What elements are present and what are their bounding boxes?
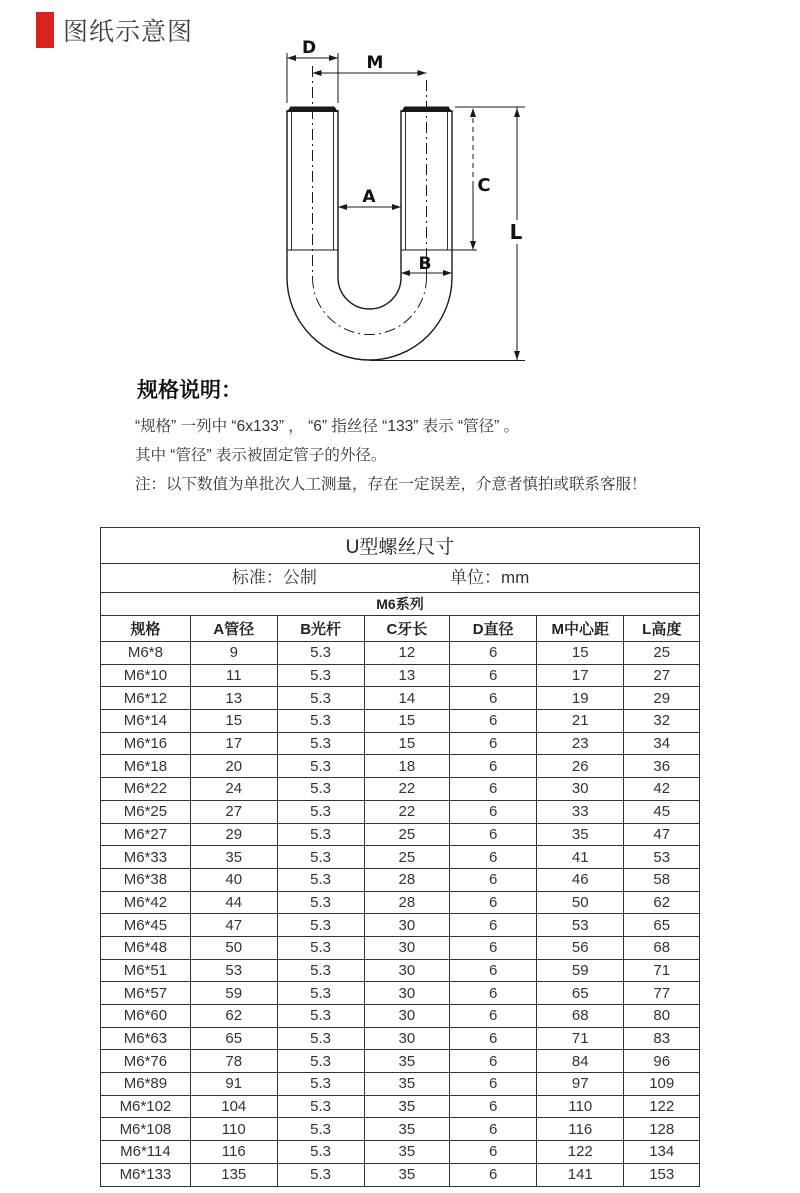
- table-cell: 34: [624, 732, 700, 755]
- table-cell: 35: [364, 1050, 450, 1073]
- table-cell: 77: [624, 982, 700, 1005]
- table-cell: 5.3: [277, 846, 364, 869]
- table-cell: 6: [450, 710, 537, 733]
- table-cell: 153: [624, 1163, 700, 1186]
- table-cell: 33: [537, 800, 624, 823]
- table-cell: 56: [537, 936, 624, 959]
- table-cell: 5.3: [277, 642, 364, 665]
- table-cell: 5.3: [277, 1163, 364, 1186]
- column-header: D直径: [450, 616, 537, 642]
- table-cell: M6*45: [101, 914, 191, 937]
- table-cell: 6: [450, 914, 537, 937]
- table-row: [101, 1095, 700, 1118]
- table-cell: 5.3: [277, 1027, 364, 1050]
- table-cell: 20: [190, 755, 277, 778]
- column-header: 规格: [101, 616, 191, 642]
- table-cell: 26: [537, 755, 624, 778]
- table-cell: M6*22: [101, 778, 191, 801]
- table-row: [101, 891, 700, 914]
- table-cell: 35: [537, 823, 624, 846]
- table-cell: 15: [364, 732, 450, 755]
- table-cell: 47: [624, 823, 700, 846]
- table-cell: 46: [537, 868, 624, 891]
- table-cell: 15: [190, 710, 277, 733]
- spec-table: [100, 527, 700, 1187]
- table-row: [101, 800, 700, 823]
- table-cell: 5.3: [277, 778, 364, 801]
- table-cell: 122: [537, 1141, 624, 1164]
- table-cell: M6*133: [101, 1163, 191, 1186]
- table-cell: 6: [450, 642, 537, 665]
- table-cell: 6: [450, 868, 537, 891]
- table-cell: 62: [624, 891, 700, 914]
- table-row: [101, 982, 700, 1005]
- table-cell: M6*25: [101, 800, 191, 823]
- table-cell: 50: [537, 891, 624, 914]
- table-cell: 91: [190, 1073, 277, 1096]
- table-cell: M6*48: [101, 936, 191, 959]
- table-cell: 110: [537, 1095, 624, 1118]
- table-cell: 71: [537, 1027, 624, 1050]
- table-cell: 116: [537, 1118, 624, 1141]
- table-cell: 96: [624, 1050, 700, 1073]
- table-row: [101, 1141, 700, 1164]
- table-cell: 22: [364, 778, 450, 801]
- table-row: [101, 687, 700, 710]
- table-cell: 5.3: [277, 710, 364, 733]
- spec-note-line: 注：以下数值为单批次人工测量，存在一定误差，介意者慎拍或联系客服！: [135, 476, 647, 493]
- table-row: [101, 1005, 700, 1028]
- table-cell: 17: [190, 732, 277, 755]
- table-cell: M6*108: [101, 1118, 191, 1141]
- table-cell: M6*8: [101, 642, 191, 665]
- table-cell: 116: [190, 1141, 277, 1164]
- table-cell: 27: [624, 664, 700, 687]
- table-cell: 30: [364, 936, 450, 959]
- dim-label-c: C: [477, 175, 491, 196]
- table-cell: 36: [624, 755, 700, 778]
- table-cell: 6: [450, 1118, 537, 1141]
- dim-label-d: D: [301, 38, 317, 58]
- table-cell: 68: [624, 936, 700, 959]
- table-cell: M6*33: [101, 846, 191, 869]
- table-cell: 53: [624, 846, 700, 869]
- table-standard-row: [101, 564, 700, 593]
- table-row: [101, 1050, 700, 1073]
- table-cell: 27: [190, 800, 277, 823]
- table-cell: 53: [190, 959, 277, 982]
- table-row: [101, 1163, 700, 1186]
- spec-note-line: “规格” 一列中 “6x133” ， “6” 指丝径 “133” 表示 “管径” 。: [135, 418, 520, 435]
- column-header: A管径: [190, 616, 277, 642]
- table-row: [101, 642, 700, 665]
- table-cell: M6*42: [101, 891, 191, 914]
- table-cell: 65: [537, 982, 624, 1005]
- table-cell: 18: [364, 755, 450, 778]
- table-cell: 5.3: [277, 1050, 364, 1073]
- table-cell: M6*63: [101, 1027, 191, 1050]
- table-cell: 45: [624, 800, 700, 823]
- table-cell: 141: [537, 1163, 624, 1186]
- table-cell: 5.3: [277, 936, 364, 959]
- table-cell: 122: [624, 1095, 700, 1118]
- table-cell: 104: [190, 1095, 277, 1118]
- table-row: [101, 959, 700, 982]
- table-cell: 65: [624, 914, 700, 937]
- table-cell: 59: [190, 982, 277, 1005]
- table-row: [101, 755, 700, 778]
- table-cell: M6*18: [101, 755, 191, 778]
- table-cell: 30: [364, 982, 450, 1005]
- dim-label-b: B: [418, 254, 432, 274]
- table-row: [101, 1073, 700, 1096]
- table-series-row: [101, 593, 700, 616]
- table-cell: M6*76: [101, 1050, 191, 1073]
- table-cell: 12: [364, 642, 450, 665]
- table-cell: 84: [537, 1050, 624, 1073]
- table-cell: 83: [624, 1027, 700, 1050]
- table-row: [101, 823, 700, 846]
- table-cell: 5.3: [277, 1073, 364, 1096]
- table-cell: 6: [450, 1027, 537, 1050]
- table-cell: 6: [450, 778, 537, 801]
- table-cell: 35: [190, 846, 277, 869]
- table-cell: 30: [364, 1005, 450, 1028]
- table-cell: 78: [190, 1050, 277, 1073]
- table-cell: 29: [624, 687, 700, 710]
- table-cell: M6*27: [101, 823, 191, 846]
- table-row: [101, 868, 700, 891]
- table-cell: 6: [450, 687, 537, 710]
- table-cell: 6: [450, 982, 537, 1005]
- table-cell: 135: [190, 1163, 277, 1186]
- table-cell: 58: [624, 868, 700, 891]
- table-cell: 97: [537, 1073, 624, 1096]
- table-cell: 6: [450, 1163, 537, 1186]
- table-cell: 5.3: [277, 891, 364, 914]
- table-cell: M6*16: [101, 732, 191, 755]
- table-cell: 6: [450, 823, 537, 846]
- dim-label-m: M: [366, 53, 384, 73]
- table-cell: 23: [537, 732, 624, 755]
- table-cell: 6: [450, 732, 537, 755]
- table-cell: 5.3: [277, 732, 364, 755]
- table-column-header-row: [101, 616, 700, 642]
- table-cell: 62: [190, 1005, 277, 1028]
- table-cell: 11: [190, 664, 277, 687]
- table-cell: 5.3: [277, 914, 364, 937]
- section-header: [36, 12, 193, 48]
- table-title-row: [101, 528, 700, 564]
- table-cell: M6*57: [101, 982, 191, 1005]
- table-cell: 25: [364, 823, 450, 846]
- table-cell: 110: [190, 1118, 277, 1141]
- spec-note: [135, 374, 695, 499]
- table-cell: 40: [190, 868, 277, 891]
- table-cell: 5.3: [277, 664, 364, 687]
- standard-label: 标准：公制: [231, 568, 317, 587]
- table-cell: 6: [450, 959, 537, 982]
- table-cell: 28: [364, 891, 450, 914]
- table-row: [101, 710, 700, 733]
- table-cell: 9: [190, 642, 277, 665]
- table-row: [101, 914, 700, 937]
- table-cell: 32: [624, 710, 700, 733]
- spec-note-lines: [135, 412, 695, 499]
- spec-note-line: 其中 “管径” 表示被固定管子的外径。: [135, 447, 387, 464]
- table-cell: 24: [190, 778, 277, 801]
- dim-label-a: A: [362, 187, 376, 207]
- table-cell: 30: [537, 778, 624, 801]
- table-cell: 42: [624, 778, 700, 801]
- table-cell: 6: [450, 1050, 537, 1073]
- table-cell: 35: [364, 1095, 450, 1118]
- table-cell: 5.3: [277, 687, 364, 710]
- table-cell: 59: [537, 959, 624, 982]
- table-row: [101, 778, 700, 801]
- table-cell: 19: [537, 687, 624, 710]
- table-cell: M6*102: [101, 1095, 191, 1118]
- table-cell: 21: [537, 710, 624, 733]
- table-cell: 30: [364, 959, 450, 982]
- table-cell: 65: [190, 1027, 277, 1050]
- table-cell: 35: [364, 1163, 450, 1186]
- table-row: [101, 846, 700, 869]
- table-cell: M6*38: [101, 868, 191, 891]
- table-cell: 50: [190, 936, 277, 959]
- table-cell: 6: [450, 800, 537, 823]
- table-cell: M6*51: [101, 959, 191, 982]
- column-header: C牙长: [364, 616, 450, 642]
- table-cell: M6*10: [101, 664, 191, 687]
- table-cell: 25: [624, 642, 700, 665]
- table-cell: 5.3: [277, 823, 364, 846]
- spec-table-body: [101, 642, 700, 1187]
- table-cell: 80: [624, 1005, 700, 1028]
- u-bolt-diagram: [230, 28, 560, 373]
- spec-note-title: 规格说明：: [137, 379, 242, 402]
- page-title: 图纸示意图: [63, 18, 194, 46]
- table-cell: 5.3: [277, 1005, 364, 1028]
- table-row: [101, 1118, 700, 1141]
- table-cell: 5.3: [277, 1141, 364, 1164]
- table-cell: 5.3: [277, 868, 364, 891]
- table-cell: 47: [190, 914, 277, 937]
- table-cell: 28: [364, 868, 450, 891]
- table-cell: 6: [450, 891, 537, 914]
- table-cell: 71: [624, 959, 700, 982]
- series-label: M6系列: [101, 593, 700, 616]
- table-cell: 41: [537, 846, 624, 869]
- table-cell: 30: [364, 914, 450, 937]
- table-cell: 6: [450, 846, 537, 869]
- table-row: [101, 1027, 700, 1050]
- table-cell: 35: [364, 1073, 450, 1096]
- table-row: [101, 732, 700, 755]
- table-row: [101, 664, 700, 687]
- table-cell: M6*14: [101, 710, 191, 733]
- table-cell: 13: [190, 687, 277, 710]
- table-cell: 13: [364, 664, 450, 687]
- table-cell: 15: [537, 642, 624, 665]
- table-cell: 134: [624, 1141, 700, 1164]
- table-cell: 5.3: [277, 800, 364, 823]
- table-cell: 6: [450, 1005, 537, 1028]
- table-cell: 6: [450, 664, 537, 687]
- table-cell: 15: [364, 710, 450, 733]
- column-header: B光杆: [277, 616, 364, 642]
- table-cell: 109: [624, 1073, 700, 1096]
- table-cell: M6*12: [101, 687, 191, 710]
- table-cell: 5.3: [277, 1118, 364, 1141]
- table-cell: 5.3: [277, 959, 364, 982]
- table-cell: 6: [450, 1141, 537, 1164]
- table-cell: M6*60: [101, 1005, 191, 1028]
- table-cell: 5.3: [277, 755, 364, 778]
- table-cell: 53: [537, 914, 624, 937]
- table-title: U型螺丝尺寸: [101, 528, 700, 564]
- table-cell: 68: [537, 1005, 624, 1028]
- column-header: L高度: [624, 616, 700, 642]
- table-cell: 35: [364, 1141, 450, 1164]
- table-cell: 30: [364, 1027, 450, 1050]
- dim-label-l: L: [509, 220, 523, 244]
- table-cell: 14: [364, 687, 450, 710]
- table-cell: 6: [450, 755, 537, 778]
- table-cell: 5.3: [277, 982, 364, 1005]
- unit-label: 单位：mm: [450, 568, 530, 587]
- table-cell: M6*89: [101, 1073, 191, 1096]
- table-cell: 6: [450, 1095, 537, 1118]
- table-cell: 128: [624, 1118, 700, 1141]
- table-cell: 6: [450, 1073, 537, 1096]
- table-cell: 25: [364, 846, 450, 869]
- table-row: [101, 936, 700, 959]
- table-cell: M6*114: [101, 1141, 191, 1164]
- table-cell: 6: [450, 936, 537, 959]
- table-cell: 22: [364, 800, 450, 823]
- table-cell: 5.3: [277, 1095, 364, 1118]
- table-cell: 17: [537, 664, 624, 687]
- table-cell: 35: [364, 1118, 450, 1141]
- column-header: M中心距: [537, 616, 624, 642]
- table-cell: 29: [190, 823, 277, 846]
- red-accent-bar: [36, 12, 54, 48]
- table-cell: 44: [190, 891, 277, 914]
